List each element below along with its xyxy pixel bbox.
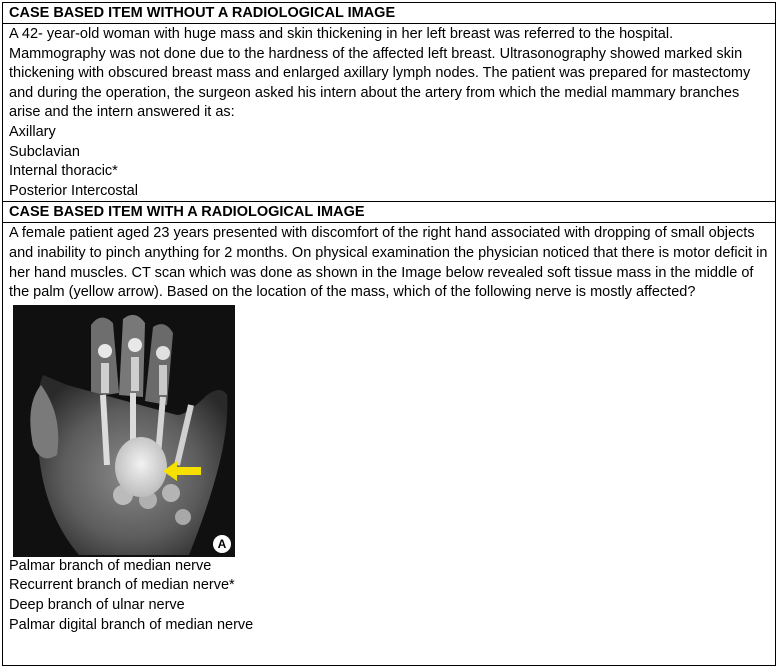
section2-body [3,223,775,635]
section1-stem: A 42- year-old woman with huge mass and skin thickening in her left breast was referred to the hospital. Mammography was not done due to the hardness of the affected left breast. Ultrasonography showed marked skin thickening with obscured breast mass and enlarged axillary lymph nodes. The patient was prepared for mastectomy and during the operation, the surgeon asked his intern about the artery from which the medial mammary branches arise and the intern answered it as: [9,26,751,121]
question-table [2,2,776,666]
section2-options [9,557,769,635]
option-item: Palmar branch of median nerve [9,557,212,574]
section2-stem: A female patient aged 23 years presented with discomfort of the right hand associated with dropping of small objects and inability to pinch anything for 2 months. On physical examination the physician noticed that there is motor deficit in her hand muscles. CT scan which was done as shown in the Image below revealed soft tissue mass in the middle of the palm (yellow arrow). Based on the location of the mass, which of the following nerve is mostly affected? [9,225,768,301]
option-item: Internal thoracic* [9,163,118,180]
hand-ct-scan-image [13,305,235,557]
image-label: A [217,536,227,551]
section1-heading: CASE BASED ITEM WITHOUT A RADIOLOGICAL IMAGE [3,3,775,24]
option-item: Posterior Intercostal [9,182,138,199]
section1-body [3,24,775,201]
option-item: Deep branch of ulnar nerve [9,596,185,613]
option-item: Palmar digital branch of median nerve [9,616,254,633]
option-item: Subclavian [9,143,80,160]
option-item: Recurrent branch of median nerve* [9,577,235,594]
option-item: Axillary [9,123,56,140]
section2-heading: CASE BASED ITEM WITH A RADIOLOGICAL IMAGE [3,201,775,223]
image-label-badge [213,535,231,553]
section1-options [9,123,769,201]
hand-scan-drawing [13,305,235,557]
